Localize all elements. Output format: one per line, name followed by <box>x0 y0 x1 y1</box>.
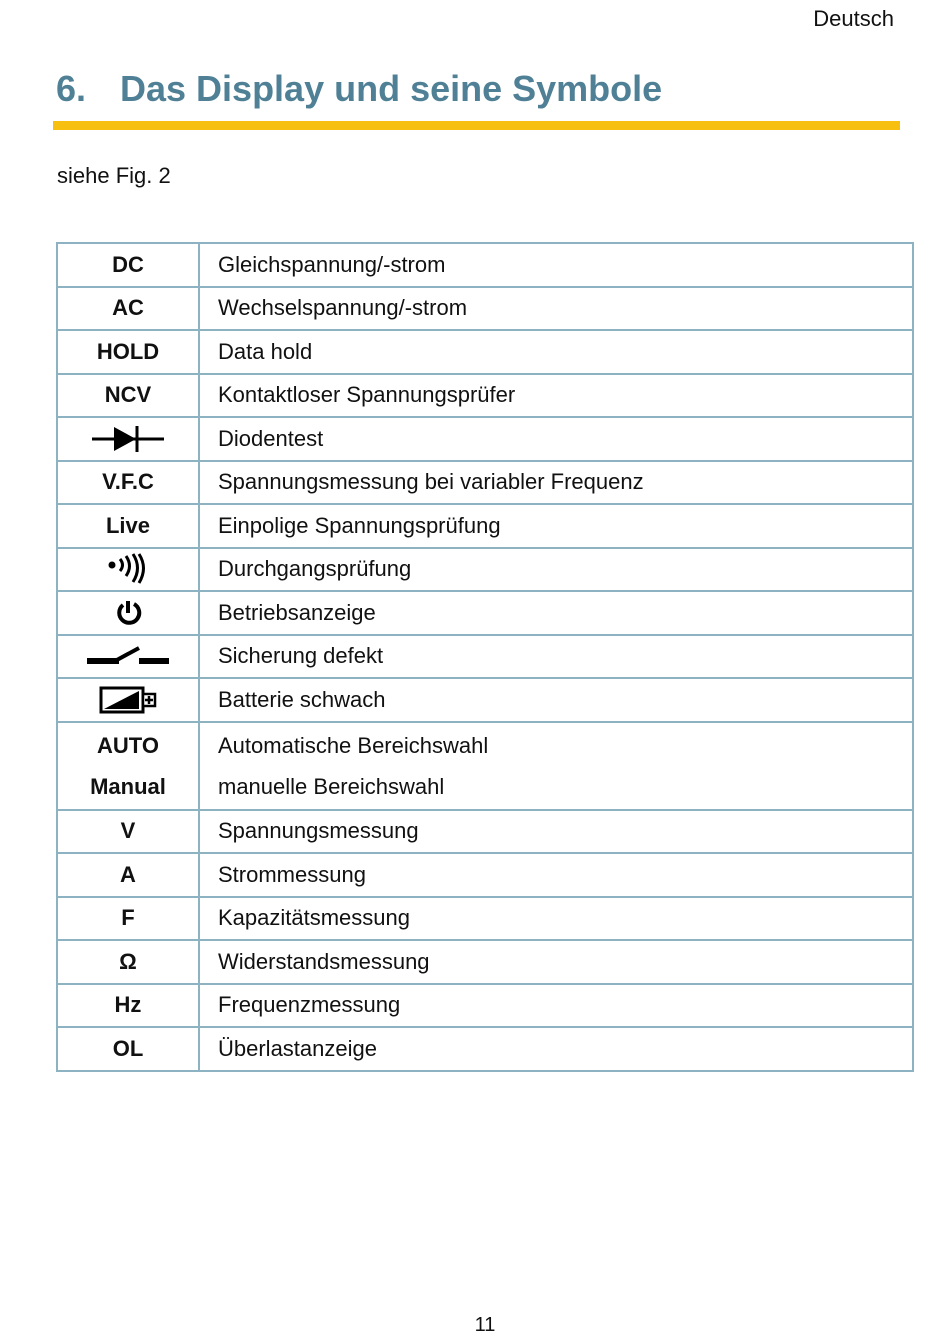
symbol-cell: Live <box>57 504 199 548</box>
description-cell: Kapazitätsmessung <box>199 897 913 941</box>
open-switch-fuse-icon <box>85 644 171 670</box>
symbol-cell: Hz <box>57 984 199 1028</box>
section-title-text: Das Display und seine Symbole <box>120 68 663 109</box>
description-cell: Batterie schwach <box>199 678 913 722</box>
section-title <box>56 68 662 110</box>
symbol-cell: A <box>57 853 199 897</box>
description-cell <box>199 722 913 810</box>
symbol-cell: F <box>57 897 199 941</box>
description-manual: manuelle Bereichswahl <box>218 773 445 799</box>
table-row <box>57 810 913 854</box>
description-cell: Sicherung defekt <box>199 635 913 679</box>
symbol-table <box>56 242 914 1072</box>
table-row <box>57 374 913 418</box>
table-row <box>57 897 913 941</box>
description-cell: Betriebsanzeige <box>199 591 913 635</box>
symbol-cell: V.F.C <box>57 461 199 505</box>
symbol-cell: OL <box>57 1027 199 1071</box>
table-row <box>57 504 913 548</box>
table-row <box>57 984 913 1028</box>
description-cell: Frequenzmessung <box>199 984 913 1028</box>
description-cell: Spannungsmessung bei variabler Frequenz <box>199 461 913 505</box>
description-cell: Gleichspannung/-strom <box>199 243 913 287</box>
symbol-cell <box>57 591 199 635</box>
table-row <box>57 287 913 331</box>
table-row <box>57 678 913 722</box>
continuity-sound-icon <box>107 553 149 585</box>
table-row <box>57 1027 913 1071</box>
description-cell: Data hold <box>199 330 913 374</box>
symbol-cell: HOLD <box>57 330 199 374</box>
description-auto: Automatische Bereichswahl <box>218 732 489 758</box>
table-row <box>57 940 913 984</box>
description-cell: Spannungsmessung <box>199 810 913 854</box>
symbol-cell <box>57 722 199 810</box>
symbol-cell <box>57 635 199 679</box>
symbol-cell: V <box>57 810 199 854</box>
table-row <box>57 461 913 505</box>
low-battery-icon <box>99 686 157 714</box>
intro-text: siehe Fig. 2 <box>57 163 171 188</box>
symbol-manual: Manual <box>90 773 166 799</box>
language-label: Deutsch <box>813 6 894 31</box>
symbol-cell: AC <box>57 287 199 331</box>
description-cell: Durchgangsprüfung <box>199 548 913 592</box>
symbol-cell: Ω <box>57 940 199 984</box>
description-cell: Überlastanzeige <box>199 1027 913 1071</box>
symbol-cell <box>57 548 199 592</box>
description-cell: Diodentest <box>199 417 913 461</box>
description-cell: Widerstandsmessung <box>199 940 913 984</box>
power-icon <box>114 599 142 627</box>
description-cell: Einpolige Spannungsprüfung <box>199 504 913 548</box>
table-row <box>57 591 913 635</box>
title-underline <box>53 121 900 130</box>
symbol-cell <box>57 678 199 722</box>
diode-icon <box>90 424 166 454</box>
table-row <box>57 243 913 287</box>
description-cell: Kontaktloser Spannungsprüfer <box>199 374 913 418</box>
table-row <box>57 722 913 810</box>
table-row <box>57 330 913 374</box>
description-cell: Wechselspannung/-strom <box>199 287 913 331</box>
table-row <box>57 417 913 461</box>
symbol-cell <box>57 417 199 461</box>
symbol-cell: NCV <box>57 374 199 418</box>
table-row <box>57 635 913 679</box>
table-row <box>57 853 913 897</box>
page-number: 11 <box>474 1314 496 1336</box>
section-number: 6. <box>56 68 87 109</box>
symbol-cell: DC <box>57 243 199 287</box>
description-cell: Strommessung <box>199 853 913 897</box>
table-row <box>57 548 913 592</box>
symbol-auto: AUTO <box>97 732 159 758</box>
